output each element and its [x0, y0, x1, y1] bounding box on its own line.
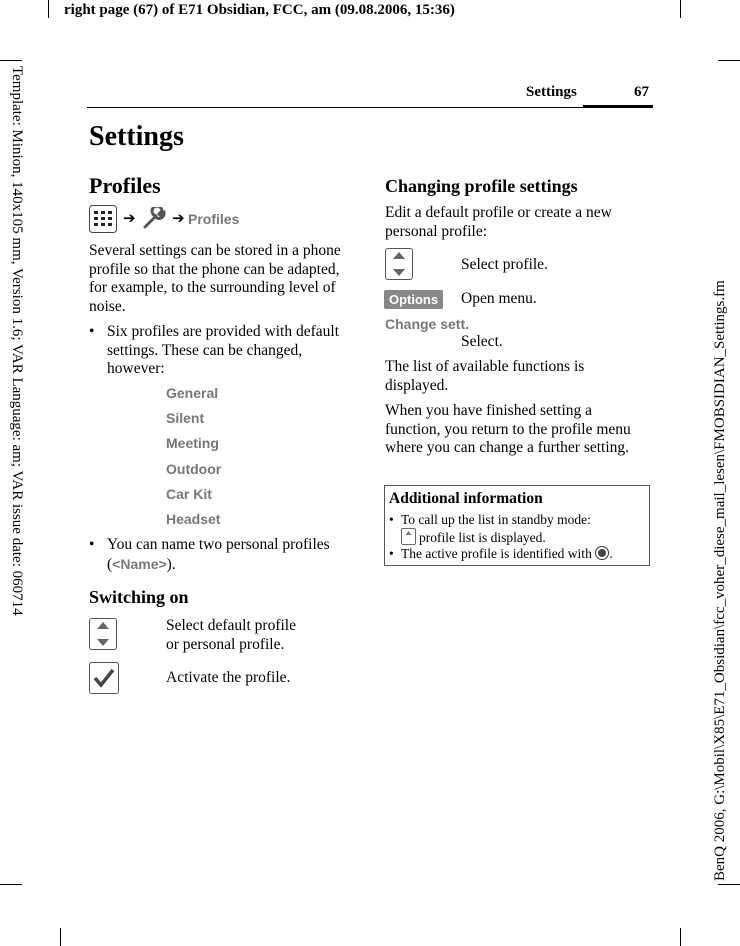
- running-head-rule: [87, 107, 653, 108]
- confirm-key-icon: [89, 662, 119, 694]
- list-item: Outdoor: [166, 460, 222, 477]
- changing-heading: Changing profile settings: [385, 176, 578, 196]
- crop-mark: [60, 928, 61, 946]
- changing-step2: Open menu.: [461, 290, 537, 307]
- list-item: Meeting: [166, 435, 219, 452]
- crop-mark: [680, 0, 681, 18]
- list-item: Car Kit: [166, 485, 212, 502]
- switching-step2: Activate the profile.: [166, 669, 291, 686]
- side-note-left: Template: Minion, 140x105 mm, Version 1.6; VAR Language: am; VAR issue date: 060714: [9, 66, 25, 616]
- changing-step3: Select.: [461, 333, 503, 350]
- list-item: General: [166, 385, 219, 401]
- crop-mark: [48, 0, 49, 18]
- list-item: Headset: [166, 510, 221, 527]
- running-head-rule-thick: [583, 105, 653, 108]
- path-label: Profiles: [188, 211, 240, 227]
- navigation-key-icon: [89, 618, 117, 650]
- profiles-intro: Several settings can be stored in a phone profile so that the phone can be adapted, for example, to the surrounding level of noise.: [89, 242, 341, 315]
- switching-step1: Select default profile or personal profile.: [166, 617, 296, 653]
- profile-list: [166, 385, 221, 536]
- path-arrow-icon: ➔: [172, 211, 185, 227]
- changing-step1: Select profile.: [461, 256, 548, 273]
- info-item: • The active profile is identified with .: [389, 546, 613, 561]
- bullet-text-end: ).: [166, 555, 176, 573]
- name-placeholder: <Name>: [112, 555, 167, 572]
- crop-mark: [718, 884, 740, 885]
- change-settings-menu-item: Change sett.: [385, 316, 470, 332]
- bullet-item: • You can name two personal profiles (<Name>).: [89, 536, 330, 573]
- page-title: Settings: [89, 121, 184, 152]
- info-text: To call up the list in standby mode:: [401, 512, 591, 527]
- bullet-text: You can name two personal profiles (: [107, 536, 330, 573]
- switching-heading: Switching on: [89, 587, 189, 607]
- list-item: Silent: [166, 410, 205, 427]
- path-arrow-icon: ➔: [123, 211, 136, 227]
- running-head-page: 67: [634, 84, 649, 100]
- info-heading: Additional information: [389, 490, 543, 507]
- info-text: profile list is displayed.: [419, 530, 546, 545]
- info-text-end: .: [609, 546, 613, 561]
- menu-path: [89, 205, 249, 235]
- options-softkey[interactable]: Options: [384, 290, 443, 309]
- crop-mark: [680, 928, 681, 946]
- crop-mark: [0, 884, 22, 885]
- active-profile-icon: [595, 546, 609, 560]
- crop-mark: [0, 60, 22, 61]
- changing-intro: Edit a default profile or create a new personal profile:: [385, 204, 612, 240]
- navigation-key-small-icon: [401, 528, 416, 545]
- bullet-text: Six profiles are provided with default settings. These can be changed, however:: [107, 323, 340, 377]
- changing-para1: The list of available functions is displayed.: [385, 358, 585, 394]
- profiles-heading: Profiles: [89, 173, 161, 198]
- crop-mark: [718, 60, 740, 61]
- header-note: right page (67) of E71 Obsidian, FCC, am (09.08.2006, 15:36): [64, 2, 455, 18]
- changing-para2: When you have finished setting a function, you return to the profile menu where you can change a further setting.: [385, 402, 631, 456]
- info-text: The active profile is identified with: [401, 546, 592, 561]
- bullet-item: • Six profiles are provided with default settings. These can be changed, however:: [89, 323, 355, 379]
- info-box: [384, 485, 650, 566]
- navigation-key-icon: [385, 248, 413, 280]
- running-head-title: Settings: [526, 84, 577, 100]
- info-item: • To call up the list in standby mode: profile list is displayed.: [389, 511, 645, 546]
- side-note-right: BenQ 2006, G:\Mobil\X85\E71_Obsidian\fcc_voher_diese_mail_lesen\FMOBSIDIAN_Settings.fm: [712, 280, 728, 881]
- wrench-icon: [141, 207, 169, 231]
- menu-grid-icon: [89, 205, 117, 233]
